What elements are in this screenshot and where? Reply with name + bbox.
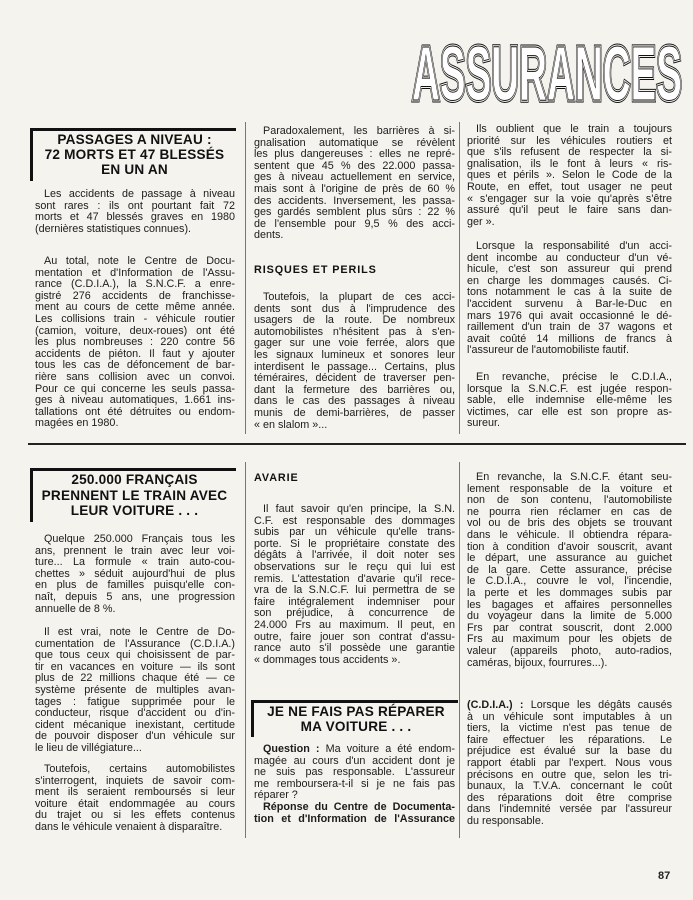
column-rule [245,122,246,434]
answer-source [254,802,455,825]
text-line: lorsque la S.N.C.F. est jugée respon- [467,382,672,395]
text-line: porte. Si le propriétaire constate des [254,537,455,550]
article-title [251,700,458,737]
text-line: tons notamment le cas à la suite de [467,286,672,299]
text-line: que s'ils refusent de respecter la si- [467,146,672,159]
text-line: munis de demi-barrières, de passer [254,406,455,419]
text-line: raillement d'un train de 37 wagons et [467,321,672,334]
paragraph [467,124,672,228]
text-line: rance (C.D.I.A.), la S.N.C.F. a enre- [35,278,235,291]
column-rule [459,122,460,434]
text-line: mentation et d'Information de l'Assu- [35,266,235,279]
title-line: PASSAGES A NIVEAU : [57,132,212,147]
text-line: non de son contenu, l'automobiliste [467,494,672,507]
title-line: LEUR VOITURE . . . [70,503,199,518]
text-line: En revanche, la S.N.C.F. étant seu- [476,471,672,483]
text-line: cumentation de l'Assurance (C.D.I.A.) [35,637,235,650]
text-line: tallations ont été détruites ou endom- [35,405,235,418]
text-line: dans le véhicule venaient à disparaître. [35,820,223,833]
text-line: le lieu de villégiature... [35,741,142,754]
paragraph [254,126,455,242]
text-line: gistré 276 accidents de franchisse- [35,289,235,302]
text-line: gnalisation automatique se révèlent [254,136,455,149]
paragraph [467,472,672,669]
text-line: valeur (appareils photo, auto-radios, [467,644,672,657]
section-heading: RISQUES ET PERILS [254,264,377,276]
text-line: tages : fatigue supprimée pour le [35,695,235,708]
text-line: les plus nombreuses : 220 contre 56 [35,336,235,349]
title-line: JE NE FAIS PAS RÉPARER [267,704,445,719]
text-line: bunaux, la T.V.A. concernant le coût [467,780,672,793]
text-line: annuelle de 8 %. [35,602,116,615]
text-line: son préjudice, à concurrence de [254,607,455,620]
paragraph [467,372,672,430]
text-line: préjudice est évalué sur la base du [467,745,672,758]
title-line: 250.000 FRANÇAIS [71,472,198,487]
paragraph [35,256,235,430]
text-line [467,700,672,712]
paragraph [467,241,672,357]
text-line: Toutefois, la plupart de ces acci- [263,291,455,303]
text-line: les plus dangereuses : elles ne repré- [254,148,455,161]
text-line: Quelque 250.000 Français tous les [44,533,235,545]
text-line: du voyageur dans la limite de 5.000 [467,610,672,623]
text-line: automobilistes n'hésitent pas à s'en- [254,325,455,338]
text-line: Les accidents de passage à niveau [44,188,235,200]
text-line: Au total, note le Centre de Docu- [44,255,235,267]
text-line: assuré qu'il peut le faire sans dan- [467,204,672,217]
text-line: tir en vacances en voiture — ils sont [35,660,235,673]
text-line: sable, elle indemnise elle-même les [467,394,672,407]
article-title [30,468,236,522]
text-line: Toutefois, certains automobilistes [44,763,235,775]
text-line: Il est vrai, note le Centre de Do- [44,626,235,638]
text-line: Route, en effet, tout usager ne peut [467,180,672,193]
text-line: dent incombe au conducteur d'un vé- [467,251,672,264]
text-line: sont rares : ils ont pourtant fait 72 [35,199,235,212]
section-banner [408,40,688,106]
text-line: rière sans collision avec un convoi. [35,370,235,383]
text-line: le C.D.I.A., couvre le vol, l'incendie, [467,575,672,588]
lead-line-text: Lorsque les dégâts causés [530,699,672,711]
paragraph [254,292,455,431]
text-line: usagers de la route. De nombreux [254,314,455,327]
paragraph [35,189,235,235]
article-title [30,128,236,181]
text-line: accidents de piéton. Il faut y ajouter [35,347,235,360]
text-line: Il faut savoir qu'en principe, la S.N. [263,503,455,515]
text-line: tous les cas de défoncement de bar- [35,359,235,372]
text-line [254,744,455,756]
section-title: ASSURANCES [412,40,682,106]
text-line: outre, faire jouer son contrat d'assu- [254,630,455,643]
text-line: dents. [254,229,284,242]
text-line: en plus de familles puisqu'elle con- [35,579,235,592]
text-line: sentent que 45 % des 22.000 passa- [254,159,455,172]
text-line: conducteur, risque d'accident ou d'in- [35,707,235,720]
page-number: 87 [658,870,671,882]
paragraph [35,534,235,615]
text-line: faire effectuer les réparations. Le [467,733,672,746]
text-line: ques et périls ». Selon le Code de la [467,169,672,182]
text-line: 24.000 Frs au maximum. Il peut, en [254,618,455,631]
section-divider [28,443,686,445]
text-line: magées en 1980. [35,417,119,430]
text-line: de pouvoir disposer d'un véhicule sur [35,730,235,743]
text-line: dans le cas des passages à niveau [254,395,455,408]
text-line: dans le véhicule. Il obtiendra répara- [467,528,672,541]
text-line: de l'ensemble pour 9,5 % des acci- [254,217,455,230]
text-line: Les collisions train - véhicule routier [35,312,235,325]
text-line: du trajet ou si les effets contenus [35,809,235,822]
lead-in: Question : [263,743,320,755]
text-line: cident mécanique inexistant, certitude [35,718,235,731]
text-line: ment au cours de cette même année. [35,301,235,314]
column-rule [245,462,246,838]
text-line: Frs par contrat souscrit, dont 2.000 [467,621,672,634]
paragraph [35,764,235,834]
text-line: des accidents. Inversement, les passa- [254,194,455,207]
text-line: à un véhicule sont imputables à un [467,710,672,723]
text-line: téméraires, décident de traverser pen- [254,372,455,385]
text-line: me remboursera-t-il si je ne fais pas [254,777,455,790]
text-line: tion et d'Information de l'Assurance [254,812,455,825]
text-line: Lorsque la responsabilité d'un acci- [476,240,672,252]
text-line: les bagages et affaires personnelles [467,598,672,611]
text-line: avait coûté 14 millions de francs à [467,332,672,345]
text-line: le départ, une assurance au guichet [467,552,672,565]
text-line: système présente de multiples avan- [35,683,235,696]
text-line: remis. L'attestation d'avarie qu'il rece- [254,572,455,585]
text-line: mais sont à l'origine de près de 60 % [254,182,455,195]
text-line: morts et 47 blessés graves en 1980 [35,211,235,224]
text-line: priorité sur les véhicules routiers et [467,134,672,147]
text-line: les signaux lumineux et sonores leur [254,348,455,361]
title-line: 72 MORTS ET 47 BLESSÉS [44,147,225,163]
lead-in: (C.D.I.A.) : [467,699,524,711]
text-line: (dernières statistiques connues). [35,222,192,235]
text-line: subis par un véhicule qu'elle trans- [254,526,455,539]
text-line: l'accident survenu à Bar-le-Duc en [467,297,672,310]
text-line: que tous ceux qui choisissent de par- [35,649,235,662]
text-line: Ils oublient que le train a toujours [476,123,672,135]
text-line: la perte et les dommages subis par [467,586,672,599]
text-line: du responsable. [467,814,544,827]
text-line: « s'engager sur la voie qu'après s'être [467,192,672,205]
title-line: EN UN AN [101,162,168,178]
title-line: PRENNENT LE TRAIN AVEC [41,487,228,503]
text-line: En revanche, précise le C.D.I.A., [476,371,672,383]
text-line: des réparations doit être comprise [467,791,672,804]
text-line: ger ». [467,215,495,228]
text-line: voiture était endommagée au cours [35,797,235,810]
text-line: l'assureur de l'automobiliste fautif. [467,344,629,357]
section-heading: AVARIE [254,472,299,484]
text-line: rapport établi par l'expert. Nous vous [467,756,672,769]
paragraph [254,504,455,666]
text-line: dents sont dus à l'imprudence des [254,302,455,315]
text-line: observations sur le reçu qui lui est [254,560,455,573]
text-line: ne pourra rien réclamer en cas de [467,505,672,518]
text-line: réparer ? [254,789,298,802]
text-line: dans l'indemnité versée par l'assureur [467,803,672,816]
text-line: Pour ce qui concerne les seuls passa- [35,382,235,395]
text-line: rance auto s'il possède une garantie [254,642,455,655]
text-line: gnalisation, ils le font à leurs « ris- [467,157,672,170]
text-line: de la gare. Cette assurance, précise [467,563,672,576]
text-line: ges à niveau automatiques, 1.661 ins- [35,394,235,407]
text-line: précisons en outre que, selon les tri- [467,768,672,781]
text-line: « dommages tous accidents ». [254,653,401,666]
question-paragraph [254,744,455,802]
text-line: ture... La formule « train auto-cou- [35,556,235,569]
text-line: vol ou de bris des objets se trouvant [467,517,672,530]
text-line: plus de 22 millions chaque été — ce [35,672,235,685]
text-line: caméras, bijoux, fourrures...). [467,656,608,669]
text-line: sureur. [467,417,501,430]
text-line: chettes » séduit aujourd'hui de plus [35,567,235,580]
title-line: MA VOITURE . . . [300,719,412,735]
lead-line-text: Ma voiture a été endom- [325,743,456,755]
text-line: lement responsable de la voiture et [467,482,672,495]
text-line: tiers, la victime n'est pas tenue de [467,722,672,735]
text-line: ans, prennent le train avec leur voi- [35,544,235,557]
text-line: en charge les dommages causés. Ci- [467,274,672,287]
text-line: mars 1976 qui avait occasionné le dé- [467,309,672,322]
text-line: naît, depuis 5 ans, une progression [35,590,235,603]
text-line: Réponse du Centre de Documenta- [263,801,455,813]
text-line: gager sur une voie ferrée, alors que [254,337,455,350]
text-line: Frs au maximum pour les objets de [467,633,672,646]
text-line: C.F. est responsable des dommages [254,514,455,527]
column-rule [459,462,460,838]
text-line: s'interrogent, inquiets de savoir com- [35,774,235,787]
text-line: ges gardés semblent plus sûrs : 22 % [254,206,455,219]
text-line: faire intégralement indemniser pour [254,595,455,608]
text-line: ment ils seraient remboursés si leur [35,786,235,799]
text-line: (camion, voiture, deux-roues) ont été [35,324,235,337]
text-line: « en slalom »... [254,418,328,431]
text-line: ges à niveau actuellement en service, [254,171,455,184]
text-line: hicule, c'est son assureur qui prend [467,263,672,276]
text-line: ne suis pas responsable. L'assureur [254,766,455,779]
text-line: victimes, car elle est son propre as- [467,405,672,418]
text-line: tion à condition d'avoir souscrit, avant [467,540,672,553]
text-line: Paradoxalement, les barrières à si- [263,125,455,137]
text-line: magée au cours d'un accident dont je [254,754,455,767]
text-line: dant la fermeture des barrières ou, [254,383,455,396]
text-line: vra de la S.N.C.F. lui permettra de se [254,584,455,597]
text-line: interdisent le passage... Certains, plus [254,360,455,373]
answer-paragraph [467,700,672,828]
paragraph [35,627,235,755]
text-line: dégâts à l'arrivée, il doit noter ses [254,549,455,562]
